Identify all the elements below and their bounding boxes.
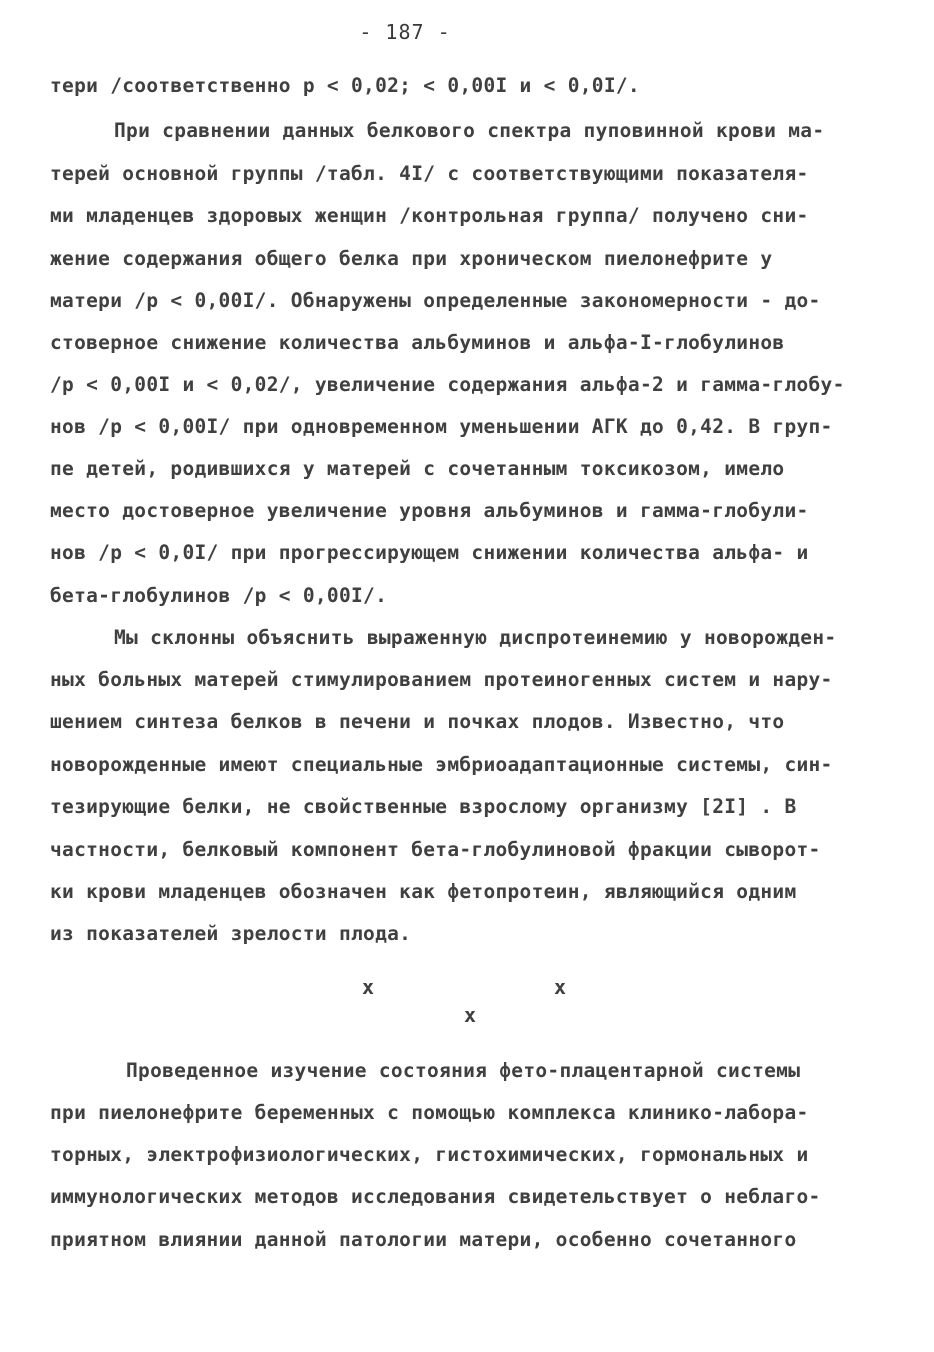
separator-mark-right: x [554,975,567,999]
text-line: Мы склонны объяснить выраженную диспротеинемию у новорожден- [114,626,837,649]
text-line: матери /p < 0,00I/. Обнаружены определенные закономерности - до- [50,289,821,312]
text-line: жение содержания общего белка при хроническом пиелонефрите у [50,247,773,270]
text-line: ми младенцев здоровых женщин /контрольная группа/ получено сни- [50,204,809,227]
text-line: частности, белковый компонент бета-глобулиновой фракции сыворот- [50,838,821,861]
text-line: нов /p < 0,0I/ при прогрессирующем снижении количества альфа- и [50,541,809,564]
text-line: терей основной группы /табл. 4I/ с соответствующими показателя- [50,162,809,185]
text-line: нов /p < 0,00I/ при одновременном уменьшении АГК до 0,42. В груп- [50,415,833,438]
text-line: из показателей зрелости плода. [50,922,412,945]
text-line: /p < 0,00I и < 0,02/, увеличение содержания альфа-2 и гамма-глобу- [50,373,845,396]
text-line: торных, электрофизиологических, гистохимических, гормональных и [50,1143,809,1166]
text-line: бета-глобулинов /p < 0,00I/. [50,584,388,607]
separator-mark-left: x [362,975,375,999]
text-line: приятном влиянии данной патологии матери, особенно сочетанного [50,1228,797,1251]
text-line: тезирующие белки, не свойственные взрослому организму [2I] . В [50,795,797,818]
text-line: стоверное снижение количества альбуминов и альфа-I-глобулинов [50,331,785,354]
text-line: место достоверное увеличение уровня альбуминов и гамма-глобули- [50,499,809,522]
text-line: ных больных матерей стимулированием протеиногенных систем и нару- [50,668,833,691]
text-line: при пиелонефрите беременных с помощью комплекса клинико-лабора- [50,1101,809,1124]
text-line: тери /соответственно p < 0,02; < 0,00I и < 0,0I/. [50,74,640,97]
text-line: При сравнении данных белкового спектра пуповинной крови ма- [114,119,825,142]
page-number: - 187 - [359,20,451,44]
text-line: Проведенное изучение состояния фето-плацентарной системы [126,1059,801,1082]
text-line: ки крови младенцев обозначен как фетопротеин, являющийся одним [50,880,797,903]
text-line: новорожденные имеют специальные эмбриоадаптационные системы, син- [50,753,833,776]
text-line: пе детей, родившихся у матерей с сочетанным токсикозом, имело [50,457,785,480]
separator-mark-center: x [464,1003,477,1027]
text-line: шением синтеза белков в печени и почках плодов. Известно, что [50,710,785,733]
text-line: иммунологических методов исследования свидетельствует о неблаго- [50,1185,821,1208]
